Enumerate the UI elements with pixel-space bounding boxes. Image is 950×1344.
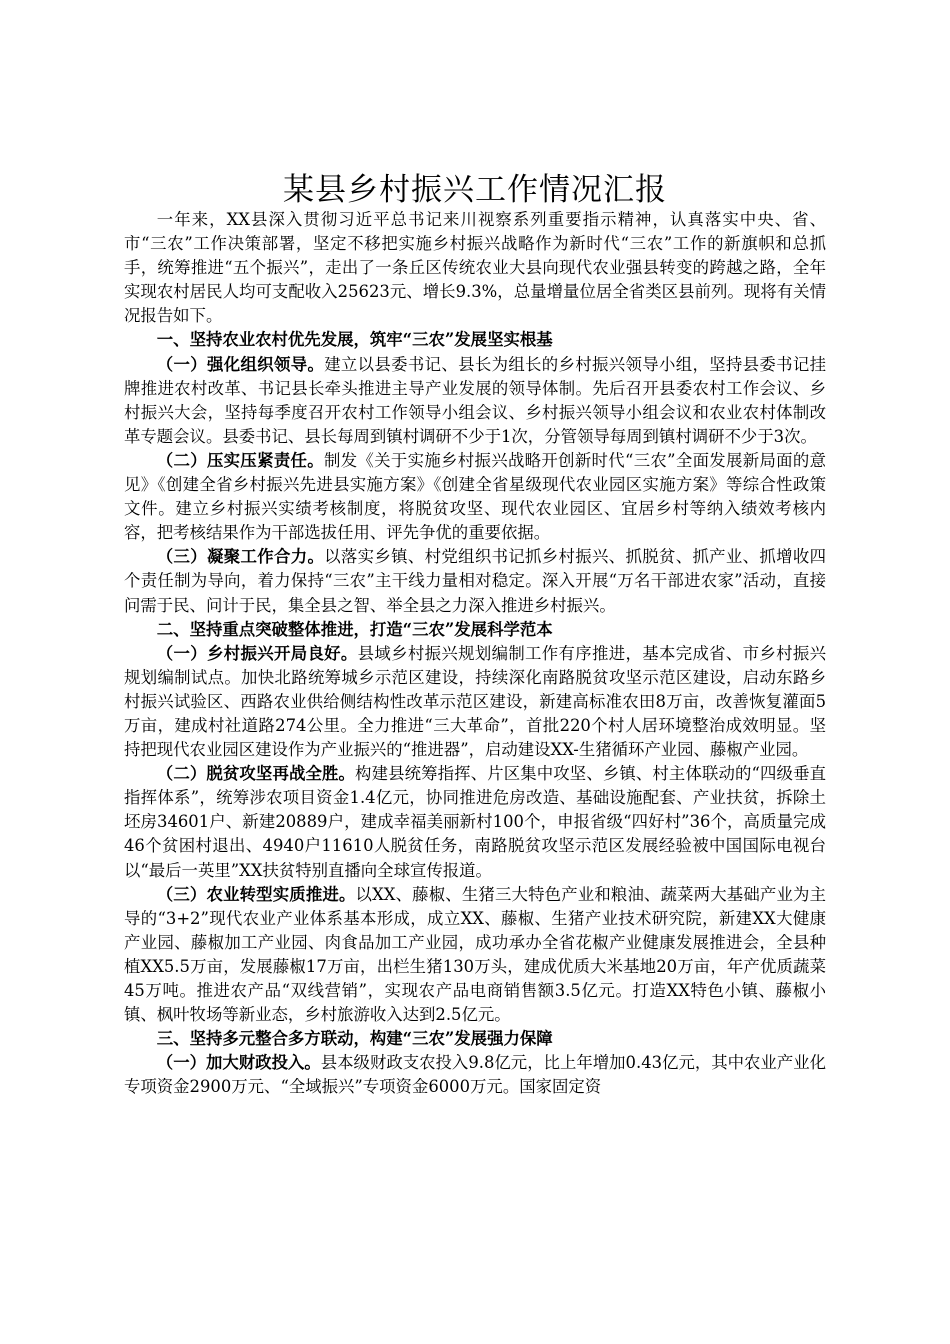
item-text: 建立以县委书记、县长为组长的乡村振兴领导小组，坚持县委书记挂牌推进农村改革、书记县长牵头推进主导产业发展的领导体制。先后召开县委农村工作会议、乡村振兴大会，坚持每季度召开农村工作领导小组会议、乡村振兴领导小组会议和农业农村体制改革专题会议。县委书记、县长每周到镇村调研不少于1次，分管领导每周到镇村调研不少于3次。 [124,354,827,446]
document-body [124,208,826,1099]
section-1-item-3 [124,545,826,617]
section-2-item-1 [124,642,826,762]
item-text: 构建县统筹指挥、片区集中攻坚、乡镇、村主体联动的“四级垂直指挥体系”，统筹涉农项目资金1.4亿元，协同推进危房改造、基础设施配套、产业扶贫，拆除土坯房34601户、新建20889户，建成幸福美丽新村100个，申报省级“四好村”36个，高质量完成46个贫困村退出、4940户11610人脱贫任务，南路脱贫攻坚示范区发展经验被中国国际电视台以“最后一英里”XX扶贫特别直播向全球宣传报道。 [124,764,826,880]
section-heading-2: 二、坚持重点突破整体推进，打造“三农”发展科学范本 [156,619,553,639]
section-heading-3: 三、坚持多元整合多方联动，构建“三农”发展强力保障 [156,1029,553,1049]
item-lead: （一）乡村振兴开局良好。 [156,643,358,663]
item-text: 县本级财政支农投入9.8亿元，比上年增加0.43亿元，其中农业产业化专项资金2900万元、“全域振兴”专项资金6000万元。国家固定资 [124,1053,827,1097]
item-text: 以落实乡镇、村党组织书记抓乡村振兴、抓脱贫、抓产业、抓增收四个责任制为导向，着力保持“三农”主干线力量相对稳定。深入开展“万名干部进农家”活动，直接问需于民、问计于民，集全县之智、举全县之力深入推进乡村振兴。 [124,547,827,615]
document-title: 某县乡村振兴工作情况汇报 [283,172,667,208]
intro-paragraph: 一年来，XX县深入贯彻习近平总书记来川视察系列重要指示精神，认真落实中央、省、市“三农”工作决策部署，坚定不移把实施乡村振兴战略作为新时代“三农”工作的新旗帜和总抓手，统筹推进“五个振兴”，走出了一条丘区传统农业大县向现代农业强县转变的跨越之路，全年实现农村居民人均可支配收入25623元、增长9.3%，总量增量位居全省类区县前列。现将有关情况报告如下。 [124,210,826,326]
section-2-item-2 [124,762,826,882]
section-3-item-1 [124,1051,826,1099]
item-lead: （三）农业转型实质推进。 [156,884,356,904]
section-heading-1: 一、坚持农业农村优先发展，筑牢“三农”发展坚实根基 [156,330,553,350]
item-text: 县域乡村振兴规划编制工作有序推进，基本完成省、市乡村振兴规划编制试点。加快北路统筹城乡示范区建设，持续深化南路脱贫攻坚示范区建设，启动东路乡村振兴试验区、西路农业供给侧结构性改革示范区建设，新建高标准农田8万亩，改善恢复灌面5万亩，建成村社道路274公里。全力推进“三大革命”，首批220个村人居环境整治成效明显。坚持把现代农业园区建设作为产业振兴的“推进器”，启动建设XX-生猪循环产业园、藤椒产业园。 [124,643,827,760]
item-lead: （一）强化组织领导。 [156,354,325,374]
item-lead: （二）脱贫攻坚再战全胜。 [156,764,356,784]
item-text: 制发《关于实施乡村振兴战略开创新时代“三农”全面发展新局面的意见》《创建全省乡村振兴先进县实施方案》《创建全省星级现代农业园区实施方案》等综合性政策文件。建立乡村振兴实绩考核制度，将脱贫攻坚、现代农业园区、宜居乡村等纳入绩效考核内容，把考核结果作为干部选拔任用、评先争优的重要依据。 [124,450,827,543]
section-1-item-2 [124,449,826,545]
section-1-item-1 [124,353,826,449]
item-lead: （二）压实压紧责任。 [156,450,325,470]
item-lead: （三）凝聚工作合力。 [156,547,325,567]
item-lead: （一）加大财政投入。 [156,1053,321,1073]
item-text: 以XX、藤椒、生猪三大特色产业和粮油、蔬菜两大基础产业为主导的“3+2”现代农业产业体系基本形成，成立XX、藤椒、生猪产业技术研究院，新建XX大健康产业园、藤椒加工产业园、肉食品加工产业园，成功承办全省花椒产业健康发展推进会，全县种植XX5.5万亩，发展藤椒17万亩，出栏生猪130万头，建成优质大米基地20万亩，年产优质蔬菜45万吨。推进农产品“双线营销”，实现农产品电商销售额3.5亿元。打造XX特色小镇、藤椒小镇、枫叶牧场等新业态，乡村旅游收入达到2.5亿元。 [124,884,827,1025]
section-2-item-3 [124,883,826,1028]
